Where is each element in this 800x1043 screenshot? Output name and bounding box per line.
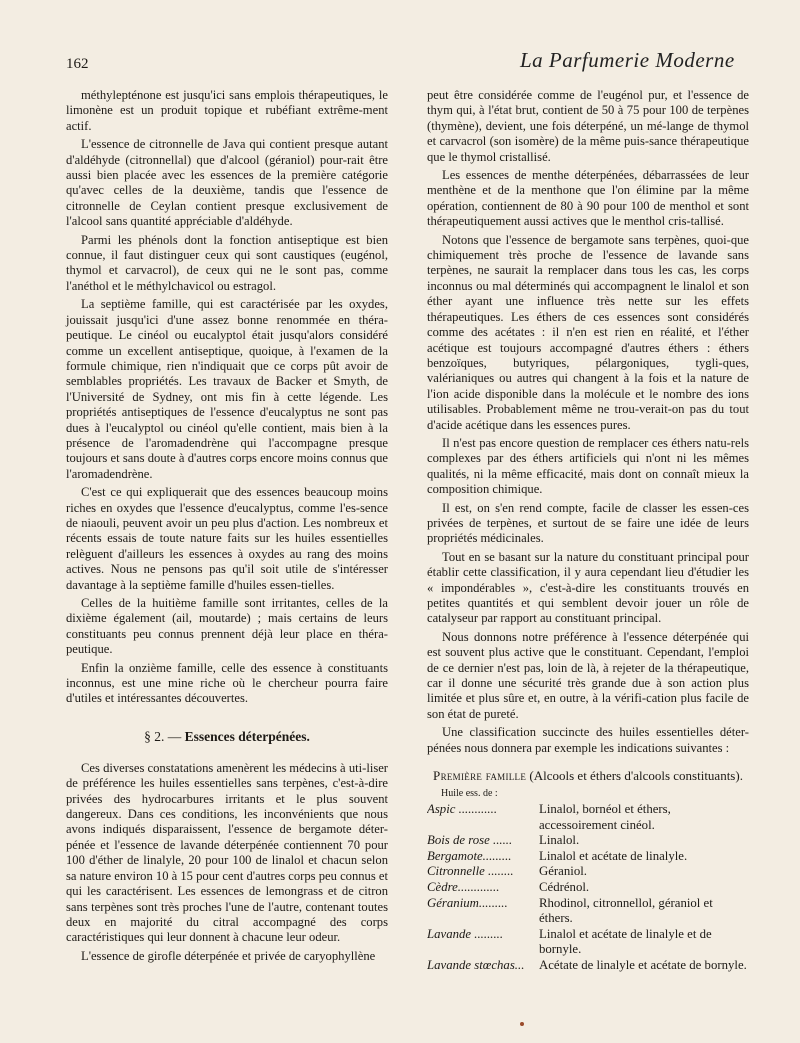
family-heading-detail: (Alcools et éthers d'alcools constituants). <box>526 768 743 784</box>
right-column <box>427 88 749 974</box>
essence-constituents: Linalol, bornéol et éthers, accessoirement cinéol. <box>539 802 671 832</box>
essence-name: Lavande stœchas... <box>427 958 525 972</box>
paragraph: Il est, on s'en rend compte, facile de classer les essen-ces privées de terpènes, et surtout de se faire une idée de leurs propriétés médicinales. <box>427 500 749 546</box>
table-row <box>427 833 749 849</box>
table-row <box>427 958 749 974</box>
section-title: Essences déterpénées. <box>184 728 310 744</box>
printing-speck <box>520 1022 524 1026</box>
table-row <box>427 896 749 927</box>
essence-name: Aspic ............ <box>427 802 498 817</box>
paragraph: L'essence de citronnelle de Java qui contient presque autant d'aldéhyde (citronnellal) que d'alcool (géraniol) pour-rait être aussi bien placée avec les essences de la première catégorie qu'avec celles de la deuxième, tandis que l'essence de citronnelle de Ceylan contient presque exclusivement de l'alcool sans quantité appréciable d'aldéhyde. <box>66 137 388 229</box>
paragraph: peut être considérée comme de l'eugénol pur, et l'essence de thym qui, à l'état brut, contient de 50 à 75 pour 100 de terpènes (thymène), devient, une fois déterpéné, un mé-lange de thymol et carvacrol (son isomère) de la même puis-sance thérapeutique que le thymol cristallisé. <box>427 88 749 164</box>
section-number: § 2. — <box>144 728 182 744</box>
section-heading <box>66 729 388 745</box>
paragraph: Nous donnons notre préférence à l'essence déterpénée qui est souvent plus active que le constituant. Cependant, l'emploi de ce dernier n'est pas, loin de là, à rejeter de la thérapeutique, car il donne une sécurité très grande due à son action plus limitée et plus sûre et, en outre, à la vérifi-cation plus facile de son état de pureté. <box>427 629 749 721</box>
paragraph: Tout en se basant sur la nature du constituant principal pour établir cette classification, il y aura cependant lieu d'étudier les « impondérables », c'est-à-dire les constituants trouvés en petites quantités et qui semblent devoir jouer un rôle de catalyseur par rapport au constituant principal. <box>427 549 749 626</box>
paragraph: Une classification succincte des huiles essentielles déter-pénées nous donnera par exemple les indications suivantes : <box>427 725 749 755</box>
page-number: 162 <box>66 56 89 72</box>
table-caption: Huile ess. de : <box>441 788 498 800</box>
essence-constituents: Linalol et acétate de linalyle. <box>539 848 688 863</box>
paragraph: Parmi les phénols dont la fonction antiseptique est bien connue, il faut distinguer ceux qui sont caustiques (eugénol, thymol et carvacrol), de ceux qui ne le sont pas, comme l'anéthol et le méthylchavicol ou estragol. <box>66 232 388 293</box>
paragraph: L'essence de girofle déterpénée et privée de caryophyllène <box>81 948 376 963</box>
essence-name: Lavande ......... <box>427 926 504 941</box>
essence-name: Bois de rose ...... <box>427 833 513 848</box>
essence-name: Citronnelle ........ <box>427 864 514 879</box>
paragraph: Notons que l'essence de bergamote sans terpènes, quoi-que chimiquement très proche de l'essence de lavande sans terpènes, ne saurait la remplacer dans tous les cas, les corps inconnus ou mal déterminés qui accompagnent le linalol et son éther ayant une influence très nette sur les effets thérapeutiques. Les éthers de ces essences sont considérés comme des acétates : il n'en est rien en réalité, et l'éther acétique est toujours accompagné d'autres éthers : éthers benzoïques, butyriques, pélargoniques, tygli-ques, valérianiques ou autres qui changent à la fois et la nature de l'ion acide disponible dans la molécule et le nombre des ions utilisables. Probablement même ne trou-verait-on pas du tout d'acide acétique dans les essences pures. <box>427 232 749 432</box>
essence-constituents: Rhodinol, citronnellol, géraniol et éthers. <box>539 895 713 926</box>
essence-constituents: Cédrénol. <box>539 880 590 895</box>
essence-name: Bergamote......... <box>427 848 512 863</box>
family-heading <box>427 768 749 784</box>
table-row <box>427 880 749 896</box>
paragraph: Il n'est pas encore question de remplacer ces éthers natu-rels complexes par des éthers artificiels qui n'ont ni les mêmes qualités, ni la même efficacité, mais dont on connaît mieux la composition chimique. <box>427 435 749 497</box>
family-heading-label: Première famille <box>433 768 527 784</box>
essence-name: Cèdre............. <box>427 880 500 895</box>
essence-constituents: Acétate de linalyle et acétate de bornyle. <box>539 958 747 972</box>
left-column <box>66 88 388 967</box>
paragraph: C'est ce qui expliquerait que des essences beaucoup moins riches en oxydes que l'essence d'eucalyptus, comme l'es-sence de niaouli, peuvent avoir un peu plus d'action. Les nombreux et récents essais de toute nature faits sur les huiles essentielles relèguent d'ailleurs les essences à oxydes au rang des moins actives. Nous ne pensons pas qu'il soit utile de s'intéresser davantage à la septième famille d'huiles essen-tielles. <box>66 485 388 592</box>
paragraph: Enfin la onzième famille, celle des essence à constituants inconnus, est une mine riche où le chercheur pourra faire d'utiles et intéressantes découvertes. <box>66 660 388 706</box>
table-row <box>427 849 749 865</box>
table-row <box>427 927 749 958</box>
essence-constituents: Géraniol. <box>539 864 587 879</box>
essence-constituents: Linalol. <box>539 833 580 848</box>
paragraph: Ces diverses constatations amenèrent les médecins à uti-liser de préférence les huiles essentielles sans terpènes, c'est-à-dire privées des hydrocarbures irritants et le plus souvent dangereux. Dans ces conditions, les inconvénients que nous avons indiqués disparaissent, l'essence de bergamote déter-pénée et l'essence de lavande déterpénée contiennent 70 pour 100 d'éther de linalyle, 20 pour 100 de linalol et chacun selon sa nature environ 10 à 15 pour cent d'autres corps peu connus et qui les caractérisent. Les essences de lemongrass et de citron sans terpènes sont très proches l'une de l'autre, contenant toutes deux en majorité du citral accompagné des corps caractéristiques qui leur donnent à chacune leur odeur. <box>66 760 388 945</box>
paragraph: méthylepténone est jusqu'ici sans emplois thérapeutiques, le limonène est un produit topique et rubéfiant extrême-ment actif. <box>66 88 388 133</box>
table-row <box>427 864 749 880</box>
table-row <box>427 802 749 833</box>
paragraph: Les essences de menthe déterpénées, débarrassées de leur menthène et de la menthone que l'on élimine par la même opération, contiennent de 80 à 90 pour 100 de menthol et sont thérapeutiquement aussi actives que le menthol cris-tallisé. <box>427 168 749 229</box>
paragraph: Celles de la huitième famille sont irritantes, celles de la dixième également (ail, moutarde) ; mais certains de leurs constituants peu connus prennent déjà leur place en théra-peutique. <box>66 596 388 657</box>
essence-name: Géranium......... <box>427 895 508 910</box>
essence-constituents: Linalol et acétate de linalyle et de bornyle. <box>539 926 712 957</box>
essences-table <box>427 802 749 974</box>
journal-title: La Parfumerie Moderne <box>520 48 735 72</box>
paragraph: La septième famille, qui est caractérisée par les oxydes, jouissait jusqu'ici d'une assez bonne renommée en théra-peutique. Le cinéol ou eucalyptol était jusqu'alors considéré comme un excellent antiseptique, quoique, à l'examen de la formule chimique, rien n'indiquait que ce corps pût avoir de semblables propriétés. Les travaux de Backer et Smyth, de l'Université de Sydney, ont mis fin à cette légende. Les propriétés antiseptiques de l'essence d'eucalyptus ne sont pas dues à l'eucalyptol ou cinéol qu'elle contient, mais bien à la présence de l'aromadendrène qui l'accompagne presque toujours et sans doute à d'autres corps encore moins connus que l'aromadendrène. <box>66 297 388 481</box>
